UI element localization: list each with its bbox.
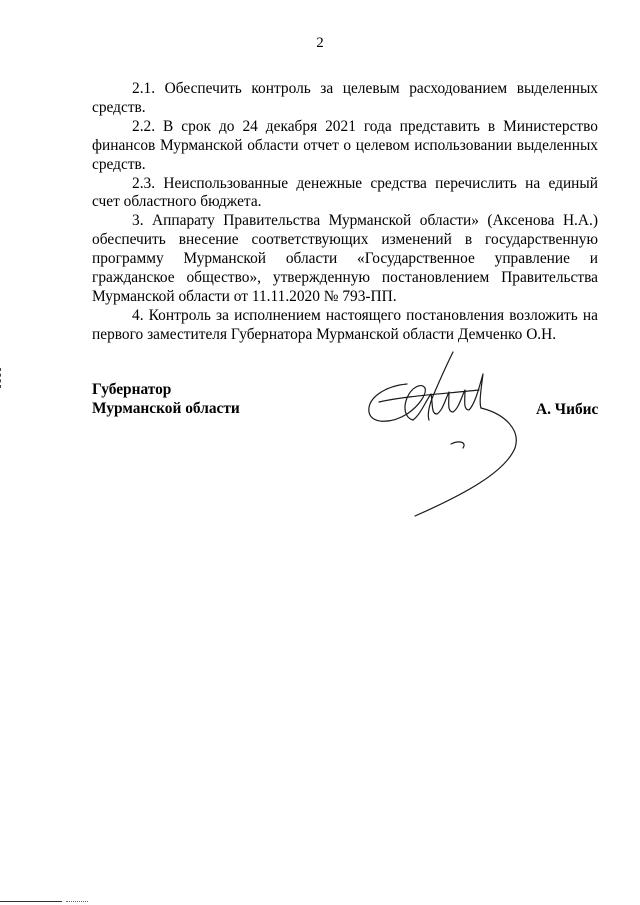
- paragraph-2-1: 2.1. Обеспечить контроль за целевым расходованием выделенных средств.: [92, 80, 598, 116]
- paragraph-2-2: 2.2. В срок до 24 декабря 2021 года представить в Министерство финансов Мурманской области отчет о целевом использовании выделенных средств.: [92, 117, 598, 173]
- page-number: 2: [316, 35, 324, 51]
- signatory-name: А. Чибис: [536, 401, 599, 418]
- resolution-body: [92, 80, 598, 345]
- signatory-title: [92, 380, 240, 418]
- handwritten-signature: [355, 344, 530, 524]
- signatory-title-line1: Губернатор: [92, 381, 172, 398]
- signatory-title-line2: Мурманской области: [92, 400, 240, 417]
- paragraph-4: 4. Контроль за исполнением настоящего постановления возложить на первого заместителя Губернатора Мурманской области Демченко О.Н.: [92, 306, 598, 343]
- footer-rule: [0, 901, 62, 902]
- paragraph-3: 3. Аппарату Правительства Мурманской области» (Аксенова Н.А.) обеспечить внесение соответствующих изменений в государственную программу Мурманской области «Государственное управление и гражданское общество», утвержденную постановлением Правительства Мурманской области от 11.11.2020 № 793-ПП.: [92, 212, 598, 305]
- paragraph-2-3: 2.3. Неиспользованные денежные средства перечислить на единый счет областного бюджета.: [92, 174, 598, 211]
- margin-mark: [0, 368, 3, 388]
- footer-dotted-rule: [66, 901, 88, 902]
